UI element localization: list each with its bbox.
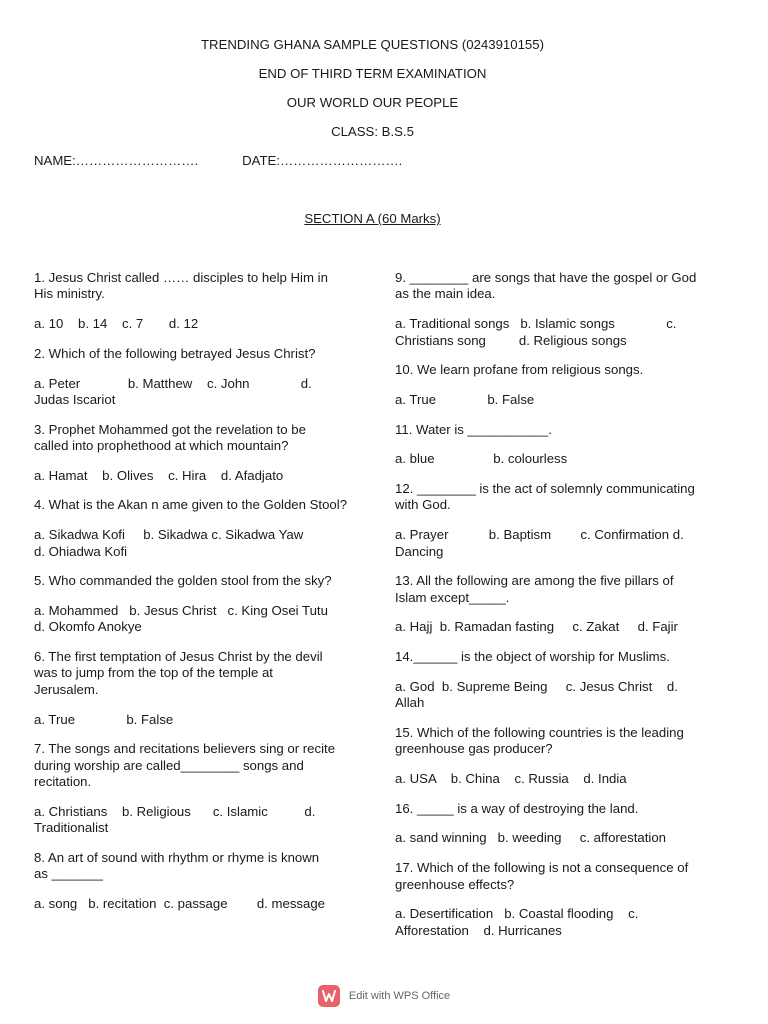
- question-text: 13. All the following are among the five pillars of: [395, 573, 674, 589]
- answer-options: a. Prayer b. Baptism c. Confirmation d.: [395, 527, 684, 543]
- question-item: [395, 801, 707, 860]
- question-text: 12. ________ is the act of solemnly communicating: [395, 481, 695, 497]
- question-text: 10. We learn profane from religious songs.: [395, 362, 644, 378]
- question-item: [395, 270, 707, 362]
- question-item: [395, 573, 707, 649]
- answer-options: a. Sikadwa Kofi b. Sikadwa c. Sikadwa Yaw: [34, 527, 304, 543]
- answer-options: d. Ohiadwa Kofi: [34, 543, 128, 559]
- wps-logo-icon: [318, 985, 340, 1007]
- answer-options: a. Hamat b. Olives c. Hira d. Afadjato: [34, 467, 284, 483]
- section-title: SECTION A (60 Marks): [304, 211, 441, 226]
- right-question-column: [395, 270, 707, 939]
- question-item: [34, 497, 364, 573]
- answer-options: Judas Iscariot: [34, 391, 116, 407]
- answer-options: a. 10 b. 14 c. 7 d. 12: [34, 316, 199, 332]
- question-text: His ministry.: [34, 286, 105, 302]
- wps-footer-text: Edit with WPS Office: [348, 989, 451, 1002]
- question-item: [34, 850, 364, 913]
- question-text: 16. _____ is a way of destroying the land.: [395, 800, 639, 816]
- question-text: with God.: [395, 497, 451, 513]
- header-title: TRENDING GHANA SAMPLE QUESTIONS (0243910155): [201, 37, 544, 52]
- question-text: 3. Prophet Mohammed got the revelation to be: [34, 421, 306, 437]
- answer-options: Christians song d. Religious songs: [395, 332, 627, 348]
- question-text: 14.______ is the object of worship for Muslims.: [395, 649, 670, 665]
- header-exam-name: END OF THIRD TERM EXAMINATION: [258, 66, 487, 81]
- question-item: [34, 270, 364, 346]
- question-item: [395, 725, 707, 801]
- answer-options: d. Okomfo Anokye: [34, 619, 142, 635]
- question-text: 2. Which of the following betrayed Jesus Christ?: [34, 345, 316, 361]
- question-item: [34, 573, 364, 649]
- question-text: recitation.: [34, 774, 92, 790]
- answer-options: a. True b. False: [395, 391, 535, 407]
- question-text: greenhouse effects?: [395, 876, 515, 892]
- question-item: [395, 481, 707, 573]
- answer-options: Traditionalist: [34, 820, 109, 836]
- question-text: 5. Who commanded the golden stool from the sky?: [34, 573, 332, 589]
- wps-footer[interactable]: [0, 985, 768, 1007]
- answer-options: a. God b. Supreme Being c. Jesus Christ d.: [395, 678, 678, 694]
- name-date-line: [34, 153, 402, 169]
- header-subject: OUR WORLD OUR PEOPLE: [286, 95, 459, 110]
- question-text: 1. Jesus Christ called …… disciples to help Him in: [34, 270, 328, 285]
- answer-options: a. blue b. colourless: [395, 451, 568, 467]
- question-text: greenhouse gas producer?: [395, 741, 553, 757]
- question-text: 15. Which of the following countries is the leading: [395, 724, 684, 740]
- question-text: 9. ________ are songs that have the gospel or God: [395, 270, 697, 285]
- answer-options: a. sand winning b. weeding c. afforestation: [395, 830, 667, 846]
- answer-options: a. True b. False: [34, 711, 174, 727]
- answer-options: a. Peter b. Matthew c. John d.: [34, 375, 312, 391]
- question-text: 7. The songs and recitations believers sing or recite: [34, 741, 336, 757]
- question-item: [395, 422, 707, 481]
- date-field: DATE:……………………….: [242, 153, 403, 168]
- question-text: 6. The first temptation of Jesus Christ by the devil: [34, 649, 323, 665]
- question-text: called into prophethood at which mountain?: [34, 438, 289, 454]
- answer-options: a. Traditional songs b. Islamic songs c.: [395, 316, 677, 332]
- answer-options: a. USA b. China c. Russia d. India: [395, 770, 627, 786]
- answer-options: a. Christians b. Religious c. Islamic d.: [34, 803, 316, 819]
- answer-options: a. Desertification b. Coastal flooding c.: [395, 906, 639, 922]
- question-text: as the main idea.: [395, 286, 496, 302]
- header-class: CLASS: B.S.5: [331, 124, 414, 139]
- answer-options: a. Hajj b. Ramadan fasting c. Zakat d. Fajir: [395, 619, 678, 635]
- question-text: Islam except_____.: [395, 589, 510, 605]
- question-text: 4. What is the Akan n ame given to the Golden Stool?: [34, 497, 348, 513]
- question-item: [34, 422, 364, 498]
- question-text: 17. Which of the following is not a consequence of: [395, 860, 689, 876]
- question-text: Jerusalem.: [34, 681, 99, 697]
- question-text: 8. An art of sound with rhythm or rhyme is known: [34, 849, 320, 865]
- question-text: during worship are called________ songs and: [34, 757, 304, 773]
- left-question-column: [34, 270, 364, 912]
- answer-options: Dancing: [395, 543, 444, 559]
- question-text: as _______: [34, 866, 103, 882]
- answer-options: Allah: [395, 695, 425, 711]
- question-item: [34, 649, 364, 741]
- question-item: [34, 741, 364, 850]
- answer-options: Afforestation d. Hurricanes: [395, 922, 562, 938]
- answer-options: a. song b. recitation c. passage d. message: [34, 896, 326, 912]
- question-item: [395, 860, 707, 939]
- name-field: NAME:……………………….: [34, 153, 199, 168]
- question-item: [395, 362, 707, 421]
- question-text: 11. Water is ___________.: [395, 421, 552, 437]
- question-item: [395, 649, 707, 725]
- answer-options: a. Mohammed b. Jesus Christ c. King Osei Tutu: [34, 602, 328, 618]
- question-item: [34, 346, 364, 422]
- question-text: was to jump from the top of the temple at: [34, 665, 273, 681]
